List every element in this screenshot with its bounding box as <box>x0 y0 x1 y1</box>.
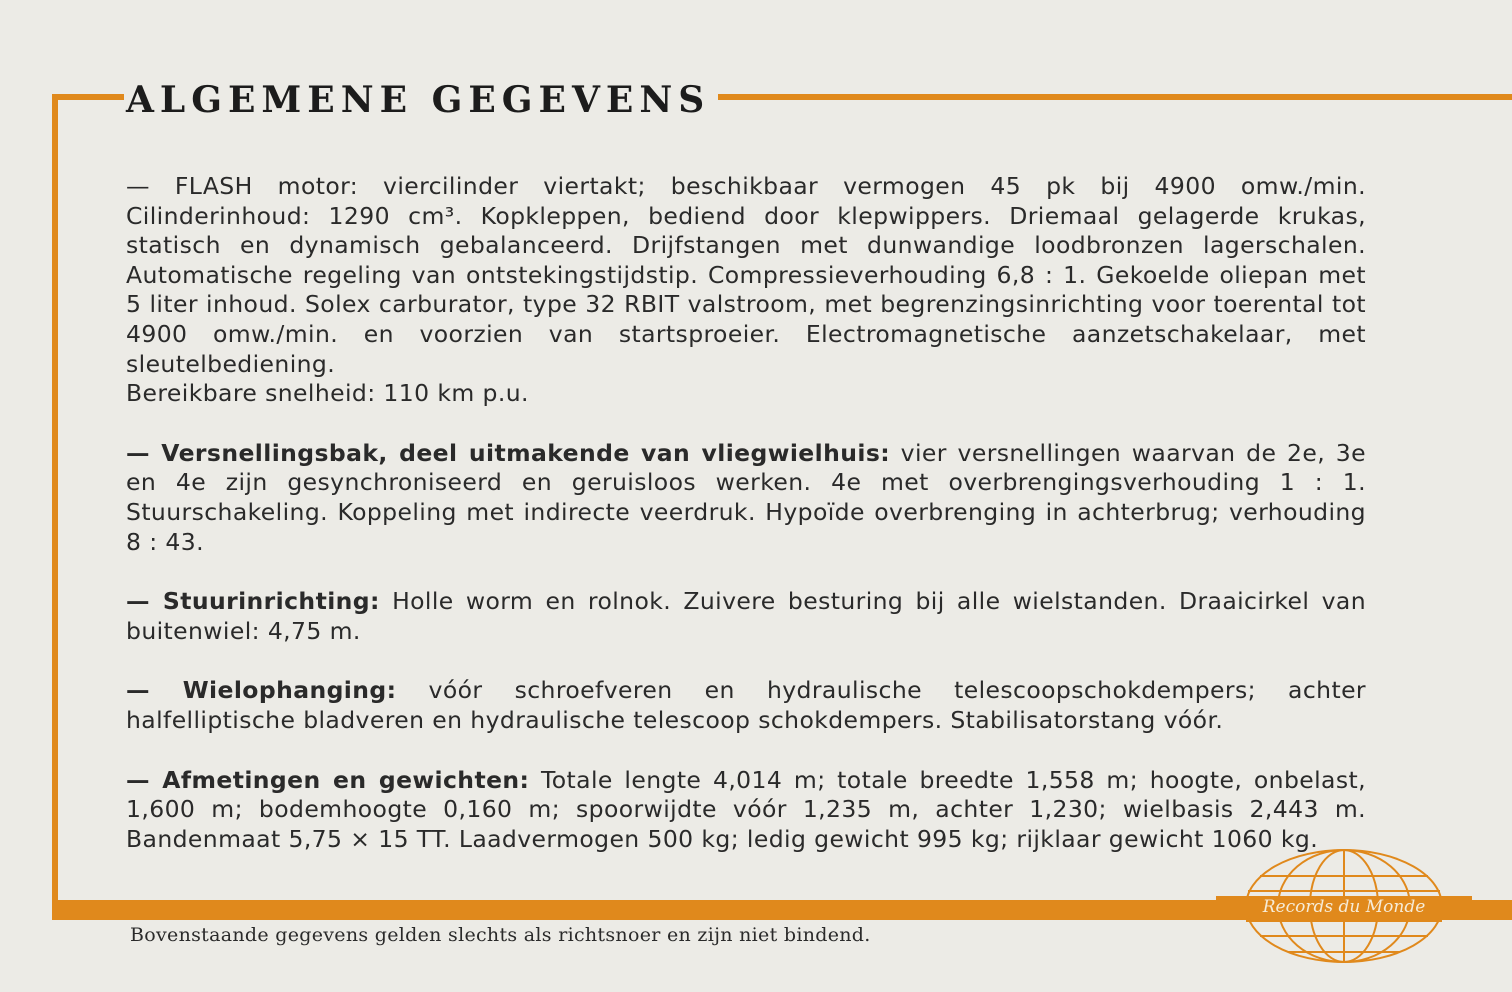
suspension-paragraph <box>126 676 1366 735</box>
steering-text: Holle worm en rolnok. Zuivere besturing bij alle wielstanden. Draaicirkel van buitenwiel: 4,75 m. <box>126 587 1366 645</box>
steering-paragraph <box>126 587 1366 646</box>
dimensions-text: Totale lengte 4,014 m; totale breedte 1,558 m; hoogte, onbelast, 1,600 m; bodemhoogte 0,160 m; spoorwijdte vóór 1,235 m, achter 1,230; wielbasis 2,443 m. Bandenmaat 5,75 × 15 TT. Laadvermogen 500 kg; ledig gewicht 995 kg; rijklaar gewicht 1060 kg. <box>126 765 1366 853</box>
suspension-heading: — Wielophanging: <box>126 676 397 705</box>
gearbox-paragraph <box>126 439 1366 557</box>
frame-left-border <box>52 94 58 920</box>
records-du-monde-globe-logo <box>1216 846 1472 966</box>
specifications-body <box>126 172 1366 854</box>
disclaimer-footer: Bovenstaande gegevens gelden slechts als richtsnoer en zijn niet bindend. <box>130 924 871 946</box>
motor-paragraph: — FLASH motor: viercilinder viertakt; beschikbaar vermogen 45 pk bij 4900 omw./min. Cilinderinhoud: 1290 cm³. Kopkleppen, bediend door klepwippers. Driemaal gelagerde krukas, statisch en dynamisch gebalanceerd. Drijfstangen met dunwandige loodbronzen lagerschalen. Automatische regeling van ontstekingstijdstip. Compressieverhouding 6,8 : 1. Gekoelde oliepan met 5 liter inhoud. Solex carburator, type 32 RBIT valstroom, met begrenzingsinrichting voor toerental tot 4900 omw./min. en voorzien van startsproeier. Electromagnetische aanzetschakelaar, met sleutelbediening. <box>126 172 1366 378</box>
gearbox-text: vier versnellingen waarvan de 2e, 3e en 4e zijn gesynchroniseerd en geruisloos werken. 4e met overbrengingsverhouding 1 : 1. Stuurschakeling. Koppeling met indirecte veerdruk. Hypoïde overbrenging in achterbrug; verhouding 8 : 43. <box>126 438 1366 556</box>
gearbox-heading: — Versnellingsbak, deel uitmakende van vliegwielhuis: <box>126 438 890 467</box>
top-speed-line: Bereikbare snelheid: 110 km p.u. <box>126 379 529 408</box>
page-title: ALGEMENE GEGEVENS <box>124 76 718 124</box>
logo-text: Records du Monde <box>1262 897 1426 917</box>
dimensions-heading: — Afmetingen en gewichten: <box>126 765 530 794</box>
suspension-text: vóór schroefveren en hydraulische telescoopschokdempers; achter halfelliptische bladveren en hydraulische telescoop schokdempers. Stabilisatorstang vóór. <box>126 676 1366 734</box>
dimensions-paragraph <box>126 766 1366 855</box>
steering-heading: — Stuurinrichting: <box>126 587 380 616</box>
